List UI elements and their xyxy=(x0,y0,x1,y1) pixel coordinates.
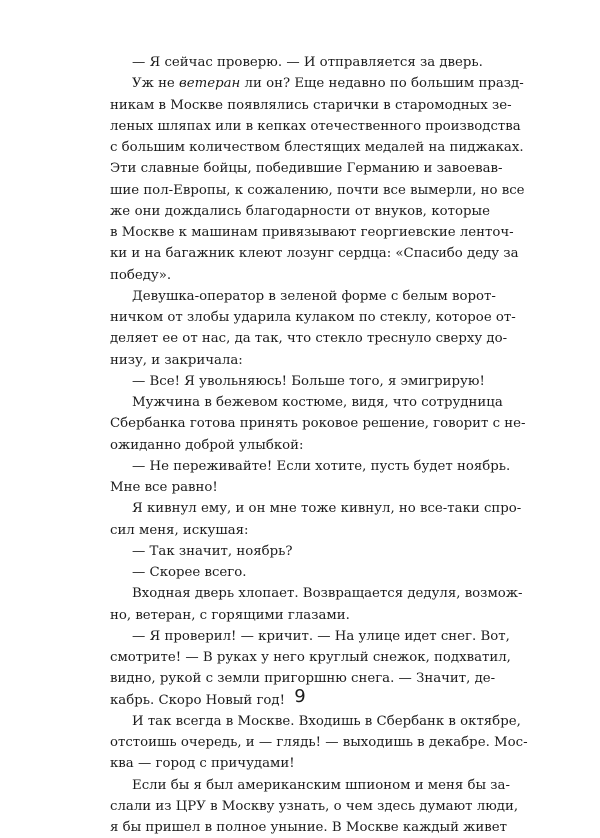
text-line: ква — город с причудами! xyxy=(110,756,295,772)
text-line: ничком от злобы ударила кулаком по стеклу, которое от- xyxy=(110,310,516,325)
text-line: никам в Москве появлялись старички в старомодных зе- xyxy=(110,97,512,113)
text-line: же они дождались благодарности от внуков, которые xyxy=(110,203,490,219)
text-line: ки и на багажник клеют лозунг сердца: «Спасибо деду за xyxy=(110,246,519,262)
text-line: Сбербанка готова принять роковое решение, говорит с не- xyxy=(110,416,526,432)
page-number: 9 xyxy=(294,686,306,707)
text-line: Эти славные бойцы, победившие Германию и завоевав- xyxy=(110,161,503,177)
text-line: кабрь. Скоро Новый год! xyxy=(110,692,285,708)
text-line: в Москве к машинам привязывают георгиевские ленточ- xyxy=(110,225,514,240)
body-text xyxy=(110,52,528,838)
text-line: — Я проверил! — кричит. — На улице идет снег. Вот, xyxy=(132,628,510,644)
text-line: И так всегда в Москве. Входишь в Сбербанк в октябре, xyxy=(132,713,521,729)
text-line: Девушка-оператор в зеленой форме с белым ворот- xyxy=(132,288,496,304)
text-line: леных шляпах или в кепках отечественного производства xyxy=(110,118,521,134)
text-line: — Так значит, ноябрь? xyxy=(132,543,293,559)
text-line: слали из ЦРУ в Москву узнать, о чем здесь думают люди, xyxy=(110,798,519,814)
text-line: видно, рукой с земли пригоршню снега. — Значит, де- xyxy=(110,671,496,687)
text-line: — Не переживайте! Если хотите, пусть будет ноябрь. xyxy=(132,458,511,474)
text-line: победу». xyxy=(110,267,172,283)
text-line: — Я сейчас проверю. — И отправляется за дверь. xyxy=(132,55,483,70)
text-line: но, ветеран, с горящими глазами. xyxy=(110,607,350,623)
text-line: я бы пришел в полное уныние. В Москве каждый живет xyxy=(110,820,507,835)
text-line: Уж не ветеран ли он? Еще недавно по большим празд- xyxy=(132,76,524,92)
text-line: сил меня, искушая: xyxy=(110,522,249,538)
text-line: с большим количеством блестящих медалей на пиджаках. xyxy=(110,140,524,155)
text-line: Мужчина в бежевом костюме, видя, что сотрудница xyxy=(132,395,503,410)
text-line: — Скорее всего. xyxy=(132,565,247,580)
text-line: низу, и закричала: xyxy=(110,352,243,368)
text-line: деляет ее от нас, да так, что стекло треснуло сверху до- xyxy=(110,331,508,347)
text-line: Я кивнул ему, и он мне тоже кивнул, но все-таки спро- xyxy=(132,501,522,517)
text-line: Мне все равно! xyxy=(110,480,218,495)
text-line: Если бы я был американским шпионом и меня бы за- xyxy=(132,777,510,793)
text-line: отстоишь очередь, и — глядь! — выходишь в декабре. Мос- xyxy=(110,735,528,750)
text-line: Входная дверь хлопает. Возвращается дедуля, возмож- xyxy=(132,586,523,602)
text-line: шие пол-Европы, к сожалению, почти все вымерли, но все xyxy=(110,182,525,198)
text-line: смотрите! — В руках у него круглый снежок, подхватил, xyxy=(110,650,511,665)
text-line: ожиданно доброй улыбкой: xyxy=(110,437,304,453)
text-line: — Все! Я увольняюсь! Больше того, я эмигрирую! xyxy=(132,373,485,389)
